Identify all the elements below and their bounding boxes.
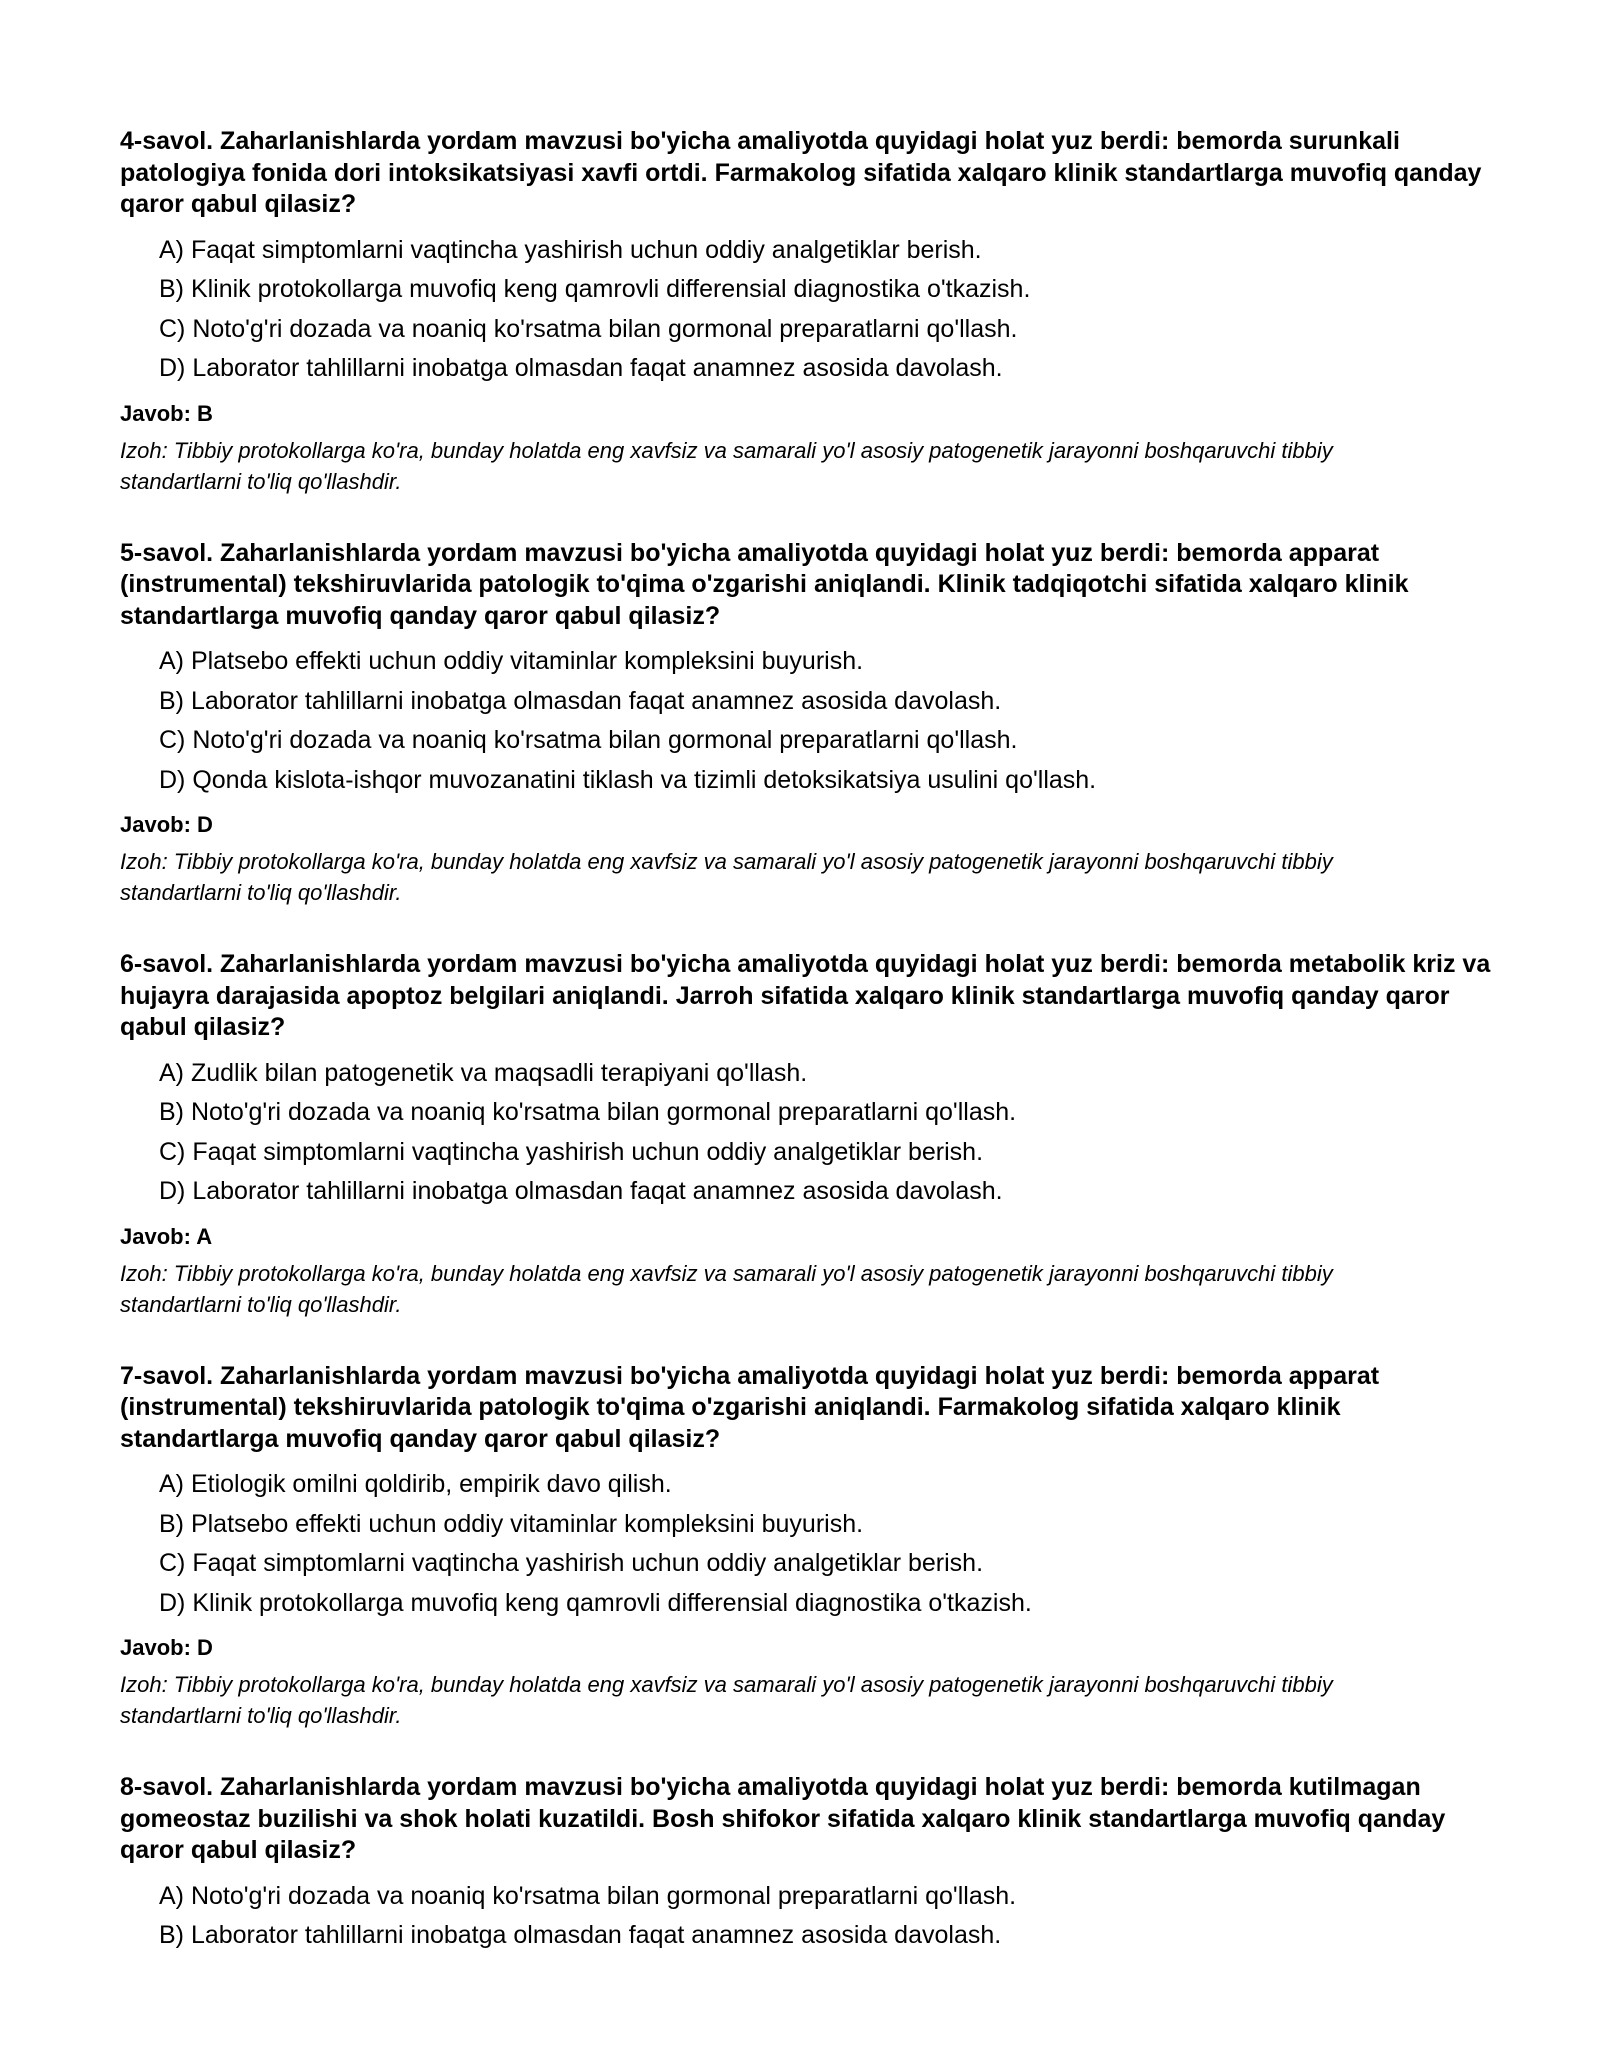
option-a: A) Faqat simptomlarni vaqtincha yashirish uchun oddiy analgetiklar berish. <box>159 235 982 264</box>
question-6 <box>120 949 1500 1320</box>
question-text: 5-savol. Zaharlanishlarda yordam mavzusi bo'yicha amaliyotda quyidagi holat yuz berdi: bemorda apparat (instrumental) tekshiruvlarida patologik to'qima o'zgarishi aniqlandi. Klinik tadqiqotchi sifatida xalqaro klinik standartlarga muvofiq qanday qaror qabul qilasiz? <box>120 538 1409 630</box>
explanation-note: Izoh: Tibbiy protokollarga ko'ra, bunday holatda eng xavfsiz va samarali yo'l asosiy patogenetik jarayonni boshqaruvchi tibbiy standartlarni to'liq qo'llashdir. <box>120 1672 1333 1728</box>
option-d: D) Laborator tahlillarni inobatga olmasdan faqat anamnez asosida davolash. <box>159 1177 1003 1205</box>
question-8 <box>120 1772 1500 1956</box>
correct-answer: Javob: B <box>120 400 213 426</box>
question-4 <box>120 126 1500 497</box>
option-b: B) Platsebo effekti uchun oddiy vitaminlar kompleksini buyurish. <box>159 1509 864 1538</box>
option-d: D) Klinik protokollarga muvofiq keng qamrovli differensial diagnostika o'tkazish. <box>159 1588 1032 1617</box>
question-5 <box>120 538 1500 909</box>
correct-answer: Javob: D <box>120 812 213 837</box>
correct-answer: Javob: A <box>120 1223 213 1249</box>
question-7 <box>120 1361 1500 1732</box>
answer-options <box>120 1465 1500 1623</box>
option-b: B) Laborator tahlillarni inobatga olmasdan faqat anamnez asosida davolash. <box>159 686 1002 715</box>
option-a: A) Etiologik omilni qoldirib, empirik davo qilish. <box>159 1470 672 1498</box>
question-text: 6-savol. Zaharlanishlarda yordam mavzusi bo'yicha amaliyotda quyidagi holat yuz berdi: bemorda metabolik kriz va hujayra darajasida apoptoz belgilari aniqlandi. Jarroh sifatida xalqaro klinik standartlarga muvofiq qanday qaror qabul qilasiz? <box>120 950 1491 1041</box>
answer-options <box>120 1054 1500 1212</box>
option-a: A) Noto'g'ri dozada va noaniq ko'rsatma bilan gormonal preparatlarni qo'llash. <box>159 1881 1017 1910</box>
explanation-note: Izoh: Tibbiy protokollarga ko'ra, bunday holatda eng xavfsiz va samarali yo'l asosiy patogenetik jarayonni boshqaruvchi tibbiy standartlarni to'liq qo'llashdir. <box>120 437 1333 494</box>
option-c: C) Noto'g'ri dozada va noaniq ko'rsatma bilan gormonal preparatlarni qo'llash. <box>159 726 1018 754</box>
option-d: D) Qonda kislota-ishqor muvozanatini tiklash va tizimli detoksikatsiya usulini qo'llash. <box>159 765 1097 794</box>
option-c: C) Noto'g'ri dozada va noaniq ko'rsatma bilan gormonal preparatlarni qo'llash. <box>159 314 1018 343</box>
answer-options <box>120 642 1500 800</box>
option-b: B) Noto'g'ri dozada va noaniq ko'rsatma bilan gormonal preparatlarni qo'llash. <box>159 1098 1017 1126</box>
explanation-note: Izoh: Tibbiy protokollarga ko'ra, bunday holatda eng xavfsiz va samarali yo'l asosiy patogenetik jarayonni boshqaruvchi tibbiy standartlarni to'liq qo'llashdir. <box>120 1260 1333 1317</box>
answer-options <box>120 231 1500 389</box>
option-b: B) Klinik protokollarga muvofiq keng qamrovli differensial diagnostika o'tkazish. <box>159 275 1031 303</box>
answer-options <box>120 1877 1500 1956</box>
option-c: C) Faqat simptomlarni vaqtincha yashirish uchun oddiy analgetiklar berish. <box>159 1137 984 1166</box>
document-page <box>120 126 1500 1997</box>
correct-answer: Javob: D <box>120 1635 213 1660</box>
option-c: C) Faqat simptomlarni vaqtincha yashirish uchun oddiy analgetiklar berish. <box>159 1549 984 1577</box>
option-b: B) Laborator tahlillarni inobatga olmasdan faqat anamnez asosida davolash. <box>159 1921 1002 1949</box>
option-d: D) Laborator tahlillarni inobatga olmasdan faqat anamnez asosida davolash. <box>159 354 1003 382</box>
option-a: A) Platsebo effekti uchun oddiy vitaminlar kompleksini buyurish. <box>159 647 864 675</box>
question-text: 4-savol. Zaharlanishlarda yordam mavzusi bo'yicha amaliyotda quyidagi holat yuz berdi: bemorda surunkali patologiya fonida dori intoksikatsiyasi xavfi ortdi. Farmakolog sifatida xalqaro klinik standartlarga muvofiq qanday qaror qabul qilasiz? <box>120 127 1482 218</box>
question-text: 7-savol. Zaharlanishlarda yordam mavzusi bo'yicha amaliyotda quyidagi holat yuz berdi: bemorda apparat (instrumental) tekshiruvlarida patologik to'qima o'zgarishi aniqlandi. Farmakolog sifatida xalqaro klinik standartlarga muvofiq qanday qaror qabul qilasiz? <box>120 1361 1380 1453</box>
question-text: 8-savol. Zaharlanishlarda yordam mavzusi bo'yicha amaliyotda quyidagi holat yuz berdi: bemorda kutilmagan gomeostaz buzilishi va shok holati kuzatildi. Bosh shifokor sifatida xalqaro klinik standartlarga muvofiq qanday qaror qabul qilasiz? <box>120 1773 1446 1864</box>
explanation-note: Izoh: Tibbiy protokollarga ko'ra, bunday holatda eng xavfsiz va samarali yo'l asosiy patogenetik jarayonni boshqaruvchi tibbiy standartlarni to'liq qo'llashdir. <box>120 849 1333 905</box>
option-a: A) Zudlik bilan patogenetik va maqsadli terapiyani qo'llash. <box>159 1058 808 1087</box>
